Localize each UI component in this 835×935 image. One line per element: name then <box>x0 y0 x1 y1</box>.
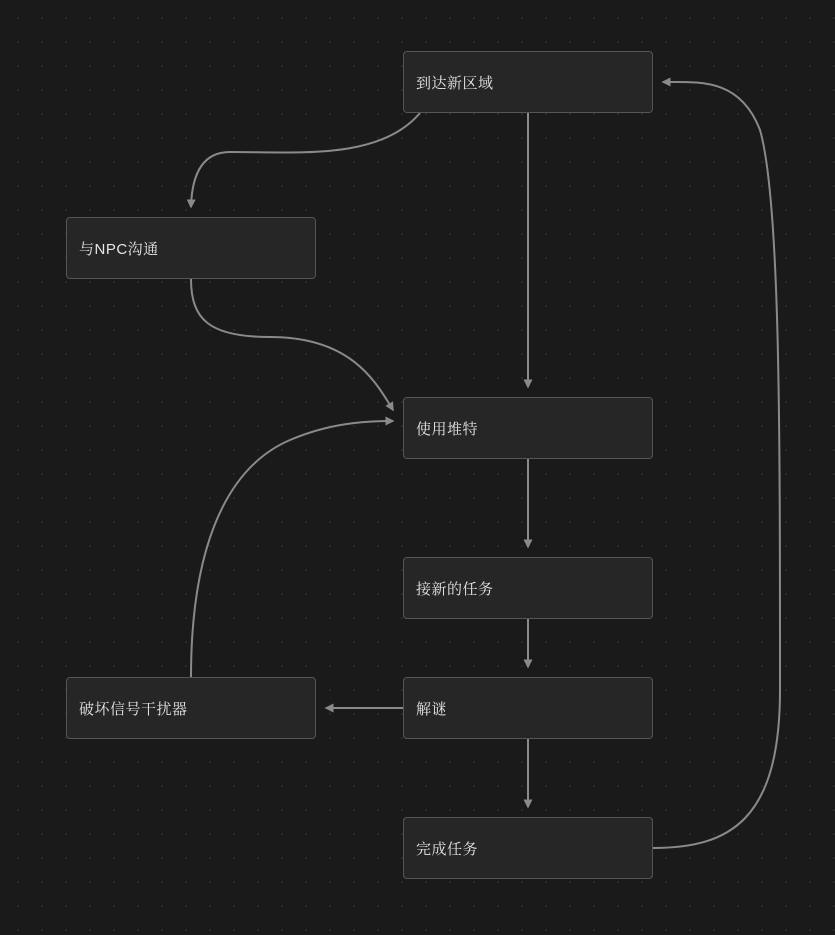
node-label: 破坏信号干扰器 <box>79 700 188 718</box>
edge-arrive-to-npc <box>191 113 420 207</box>
node-label: 到达新区域 <box>416 74 494 92</box>
node-label: 完成任务 <box>416 840 479 858</box>
edge-jammer-to-useheap <box>191 421 393 677</box>
node-label: 解谜 <box>416 700 448 718</box>
node-newtask[interactable] <box>403 557 653 619</box>
node-jammer[interactable] <box>66 677 316 739</box>
node-complete[interactable] <box>403 817 653 879</box>
node-label: 使用堆特 <box>416 420 479 438</box>
node-useheap[interactable] <box>403 397 653 459</box>
node-puzzle[interactable] <box>403 677 653 739</box>
edge-npc-to-useheap <box>191 279 393 410</box>
node-label: 与NPC沟通 <box>79 240 159 258</box>
edge-complete-to-arrive <box>653 82 780 848</box>
node-arrive[interactable] <box>403 51 653 113</box>
node-label: 接新的任务 <box>416 580 494 598</box>
node-npc[interactable] <box>66 217 316 279</box>
